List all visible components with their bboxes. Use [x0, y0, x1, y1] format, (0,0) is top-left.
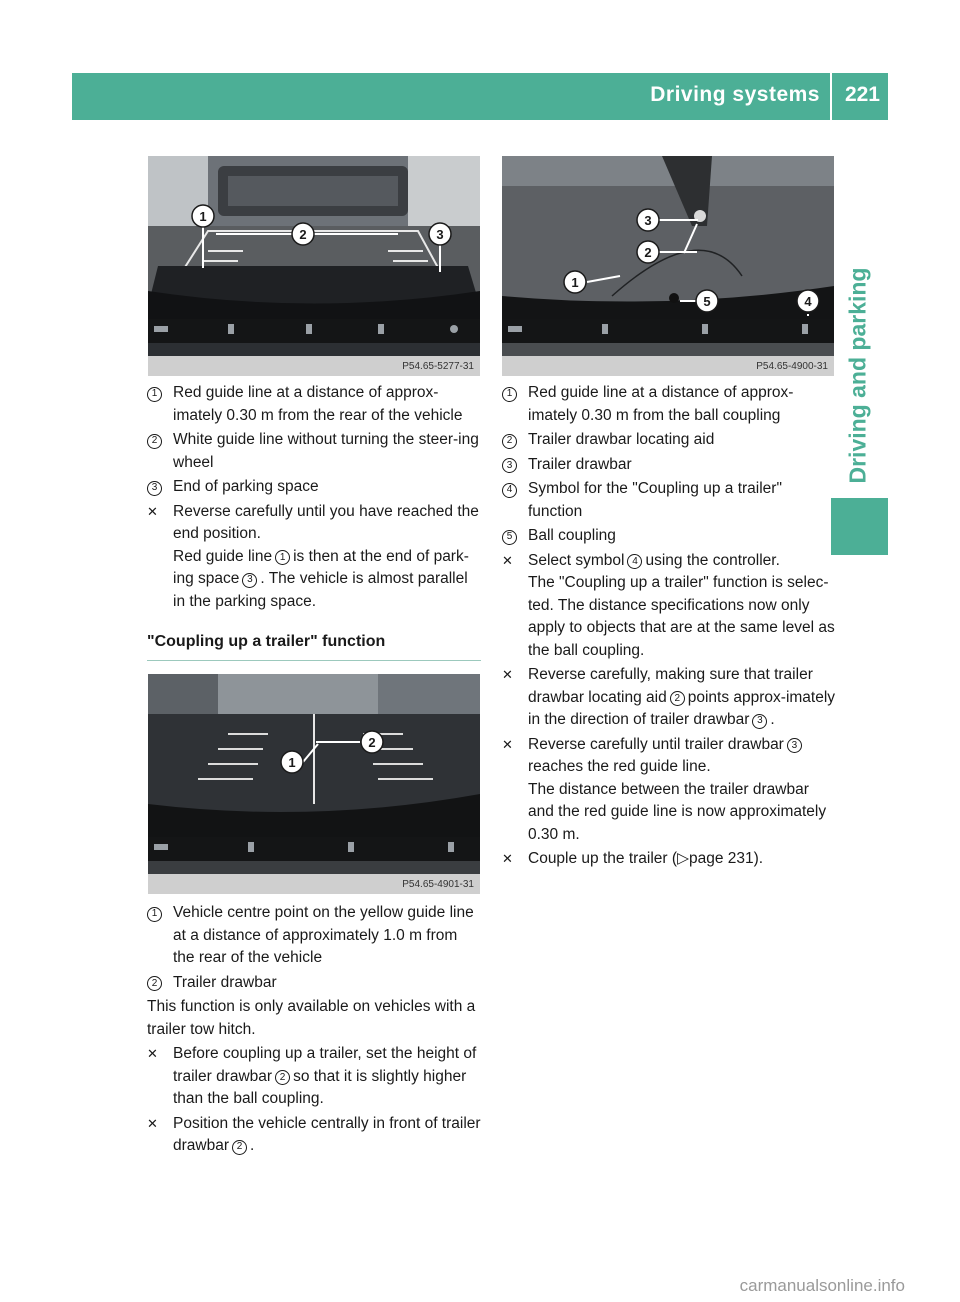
- page-number: 221: [844, 83, 880, 106]
- callout-1: 1: [288, 755, 296, 770]
- legend-item: 2 White guide line without turning the steer-ing wheel: [147, 429, 481, 474]
- legend-item: 3 End of parking space: [147, 476, 481, 499]
- step-arrow-icon: ✕: [147, 503, 158, 519]
- side-tab-marker: [831, 498, 888, 555]
- instruction-step: ✕ Reverse carefully until you have reached the end position. Red guide line 1 is then at the end of park-ing space 3 . The vehicle is almost parallel in the parking space.: [147, 502, 479, 610]
- step-arrow-icon: ✕: [502, 667, 513, 682]
- figure-drawbar-aid: [502, 156, 834, 376]
- figure-caption: P54.65-4900-31: [756, 361, 828, 372]
- instruction-step: ✕ Couple up the trailer (▷page 231).: [502, 848, 836, 871]
- instruction-step: ✕ Before coupling up a trailer, set the height of trailer drawbar 2 so that it is slightly higher than the ball coupling.: [147, 1045, 477, 1107]
- figure-caption: P54.65-4901-31: [402, 879, 474, 890]
- instruction-step: ✕ Position the vehicle centrally in front of trailer drawbar 2 .: [147, 1114, 481, 1154]
- step-arrow-icon: ✕: [502, 736, 513, 752]
- instruction-step: ✕ Select symbol 4 using the controller. The "Coupling up a trailer" function is selec-ted. The distance specifications now only apply to objects that are at the same level as the ball coupling.: [502, 551, 835, 659]
- legend-item: 2 Trailer drawbar: [147, 972, 481, 995]
- legend-item: 1 Red guide line at a distance of approx-imately 0.30 m from the rear of the vehicle: [147, 382, 481, 427]
- legend-item: 3 Trailer drawbar: [502, 454, 836, 477]
- header-bar: [72, 73, 888, 120]
- availability-note: This function is only available on vehicles with a trailer tow hitch.: [147, 998, 476, 1038]
- left-column-top: [147, 382, 481, 675]
- callout-2: 2: [299, 227, 307, 242]
- section-heading: "Coupling up a trailer" function: [147, 631, 481, 661]
- callout-3: 3: [644, 213, 652, 228]
- instruction-step: ✕ Reverse carefully, making sure that trailer drawbar locating aid 2 points approx-imately in the direction of trailer drawbar 3 .: [502, 666, 836, 728]
- step-arrow-icon: ✕: [147, 1046, 158, 1061]
- legend-item: 1 Vehicle centre point on the yellow guide line at a distance of approximately 1.0 m from the rear of the vehicle: [147, 902, 481, 970]
- callout-1: 1: [571, 275, 579, 290]
- callout-2: 2: [368, 735, 376, 750]
- step-arrow-icon: ✕: [502, 851, 513, 866]
- step-arrow-icon: ✕: [502, 552, 513, 568]
- legend-item: 2 Trailer drawbar locating aid: [502, 429, 836, 452]
- left-column-bottom: [147, 902, 481, 1160]
- right-column: [502, 382, 836, 873]
- figure-parking-guide: [148, 156, 480, 376]
- page-reference-link[interactable]: page 231).: [688, 850, 764, 867]
- legend-item: 1 Red guide line at a distance of approx-imately 0.30 m from the ball coupling: [502, 382, 836, 427]
- figure-coupling-guide: [148, 674, 480, 894]
- legend-item: 5 Ball coupling: [502, 525, 836, 548]
- callout-4: 4: [804, 294, 812, 309]
- legend-item: 4 Symbol for the "Coupling up a trailer" function: [502, 478, 836, 523]
- callout-1: 1: [199, 209, 207, 224]
- footer-watermark: carmanualsonline.info: [739, 1276, 905, 1295]
- section-title: Driving systems: [650, 83, 820, 106]
- instruction-step: ✕ Reverse carefully until trailer drawbar 3reaches the red guide line. The distance between the trailer drawbar and the red guide line is now approximately 0.30 m.: [502, 735, 827, 843]
- callout-2: 2: [644, 245, 652, 260]
- step-arrow-icon: ✕: [147, 1115, 158, 1131]
- page-ref-arrow-icon: ▷: [677, 850, 689, 867]
- header-divider: [830, 73, 832, 120]
- callout-3: 3: [436, 227, 444, 242]
- callout-5: 5: [703, 294, 711, 309]
- figure-caption: P54.65-5277-31: [402, 361, 474, 372]
